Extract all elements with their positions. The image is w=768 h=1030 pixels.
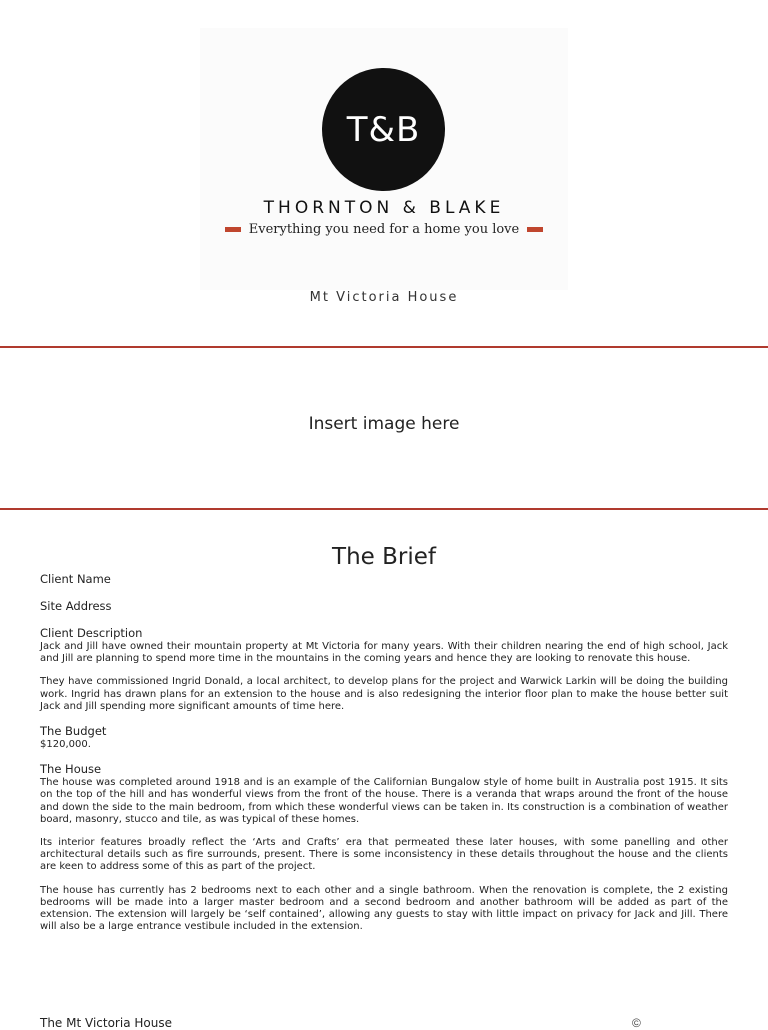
house-paragraph: The house was completed around 1918 and is an example of the Californian Bungalow style of home built in Australia post 1915. It sits on the top of the hill and has wonderful views from the front of the house. There is a veranda that wraps around the front of the house and down the side to the main bedroom, from which these wonderful views can be taken in. Its construction is a combination of weather board, masonry, stucco and tile, as was typical of these homes. bbox=[40, 777, 728, 825]
tagline-left-bar bbox=[225, 227, 241, 232]
client-name-label: Client Name bbox=[40, 572, 111, 586]
brief-heading: The Brief bbox=[332, 544, 436, 570]
brand-name: THORNTON & BLAKE bbox=[263, 198, 505, 218]
logo-monogram-circle bbox=[322, 68, 445, 191]
project-title: Mt Victoria House bbox=[309, 290, 459, 305]
client-description-label: Client Description bbox=[40, 626, 143, 640]
footer-title: The Mt Victoria House bbox=[40, 1016, 172, 1030]
house-paragraph: The house has currently has 2 bedrooms next to each other and a single bathroom. When the renovation is complete, the 2 existing bedrooms will be made into a larger master bedroom and a second bedroom and another bathroom will be added as part of the extension. The extension will largely be ‘self contained’, allowing any guests to stay with little impact on privacy for Jack and Jill. There will also be a large entrance vestibule included in the extension. bbox=[40, 884, 728, 933]
brief-content bbox=[40, 572, 728, 933]
tagline: Everything you need for a home you love bbox=[248, 222, 520, 237]
divider-bottom bbox=[0, 508, 768, 510]
site-address-label: Site Address bbox=[40, 599, 112, 613]
footer-mark: © bbox=[632, 1016, 641, 1030]
image-placeholder[interactable]: Insert image here bbox=[308, 414, 460, 434]
house-label: The House bbox=[40, 762, 102, 777]
budget-value: $120,000. bbox=[40, 739, 91, 751]
budget-label: The Budget bbox=[40, 724, 107, 739]
client-description-paragraph: They have commissioned Ingrid Donald, a local architect, to develop plans for the project and Warwick Larkin will be doing the building work. Ingrid has drawn plans for an extension to the house and is also redesigning the interior floor plan to make the house better suit Jack and Jill spending more significant amounts of time here. bbox=[40, 676, 728, 712]
house-paragraph: Its interior features broadly reflect the ‘Arts and Crafts’ era that permeated these later houses, with some panelling and other architectural details such as fire surrounds, present. There is some inconsistency in these details throughout the house and the clients are keen to address some of this as part of the project. bbox=[40, 837, 728, 873]
logo-monogram: T&B bbox=[346, 109, 421, 150]
tagline-row bbox=[200, 222, 568, 237]
tagline-right-bar bbox=[527, 227, 543, 232]
client-description-paragraph: Jack and Jill have owned their mountain property at Mt Victoria for many years. With their children nearing the end of high school, Jack and Jill are planning to spend more time in the mountains in the coming years and hence they are looking to renovate this house. bbox=[40, 641, 728, 665]
divider-top bbox=[0, 346, 768, 348]
